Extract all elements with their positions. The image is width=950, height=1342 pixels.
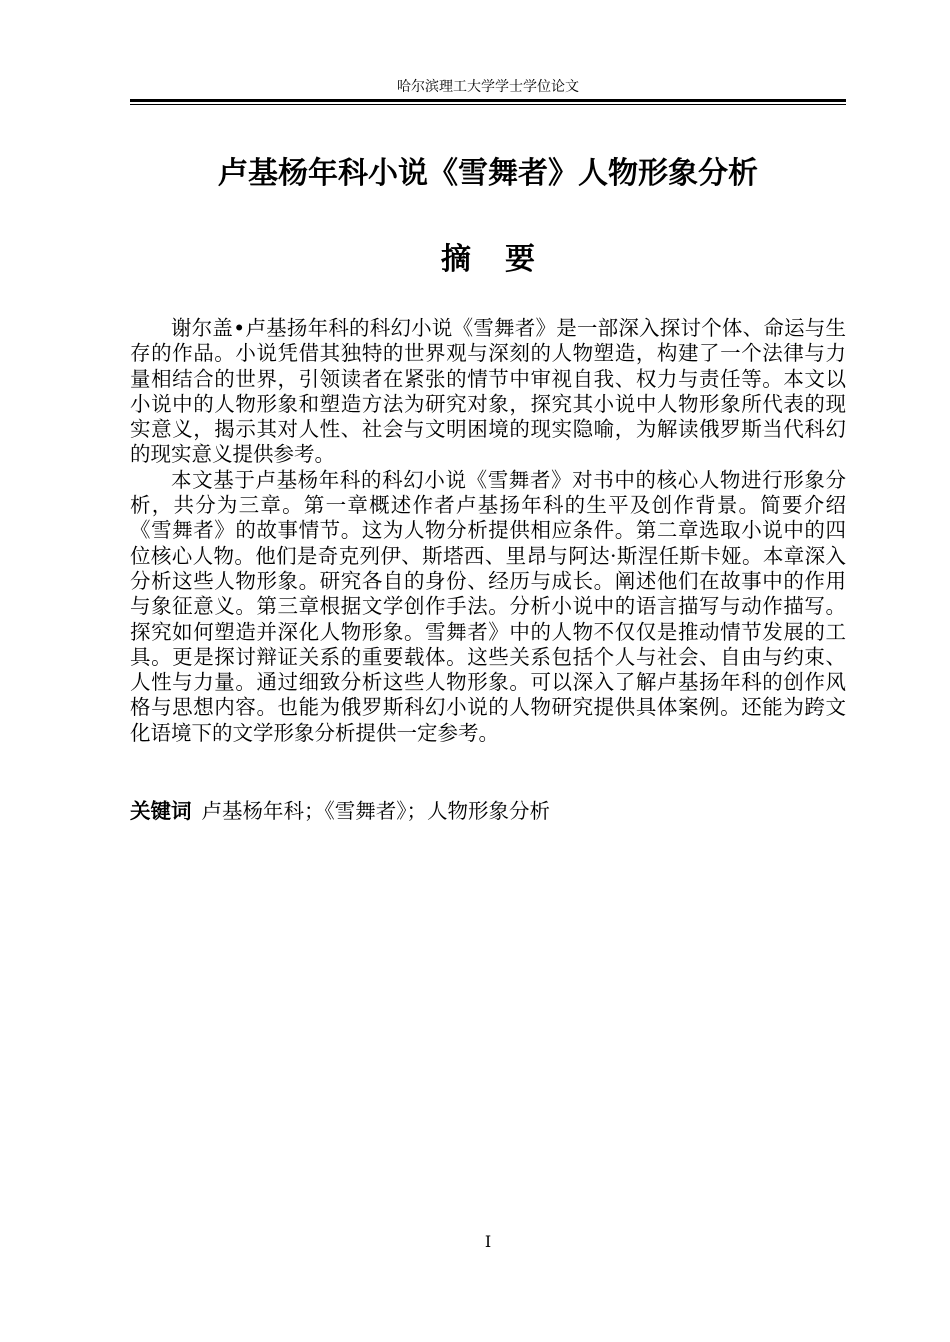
page-number: I — [484, 1232, 492, 1251]
paper-title: 卢基杨年科小说《雪舞者》人物形象分析 — [218, 156, 758, 191]
abstract-heading: 摘要 — [441, 242, 569, 277]
keywords-text: 卢基杨年科；《雪舞者》；人物形象分析 — [201, 799, 550, 823]
header-rule-thick — [130, 99, 846, 102]
running-header: 哈尔滨理工大学学士学位论文 — [397, 79, 579, 95]
abstract-paragraph-1: 谢尔盖•卢基扬年科的科幻小说《雪舞者》是一部深入探讨个体、命运与生存的作品。小说凭借其独特的世界观与深刻的人物塑造，构建了一个法律与力量相结合的世界，引领读者在紧张的情节中审视自我、权力与责任等。本文以小说中的人物形象和塑造方法为研究对象，探究其小说中人物形象所代表的现实意义，揭示其对人性、社会与文明困境的现实隐喻，为解读俄罗斯当代科幻的现实意义提供参考。 — [130, 316, 846, 467]
keywords-line — [130, 798, 846, 824]
keywords-label: 关键词 — [130, 799, 192, 823]
abstract-body — [130, 316, 846, 746]
abstract-paragraph-2: 本文基于卢基杨年科的科幻小说《雪舞者》对书中的核心人物进行形象分析，共分为三章。第一章概述作者卢基扬年科的生平及创作背景。简要介绍《雪舞者》的故事情节。这为人物分析提供相应条件。第二章选取小说中的四位核心人物。他们是奇克列伊、斯塔西、里昂与阿达·斯涅任斯卡娅。本章深入分析这些人物形象。研究各自的身份、经历与成长。阐述他们在故事中的作用与象征意义。第三章根据文学创作手法。分析小说中的语言描写与动作描写。探究如何塑造并深化人物形象。雪舞者》中的人物不仅仅是推动情节发展的工具。更是探讨辩证关系的重要载体。这些关系包括个人与社会、自由与约束、人性与力量。通过细致分析这些人物形象。可以深入了解卢基扬年科的创作风格与思想内容。也能为俄罗斯科幻小说的人物研究提供具体案例。还能为跨文化语境下的文学形象分析提供一定参考。 — [130, 467, 846, 745]
header-rule-thin — [130, 104, 846, 105]
